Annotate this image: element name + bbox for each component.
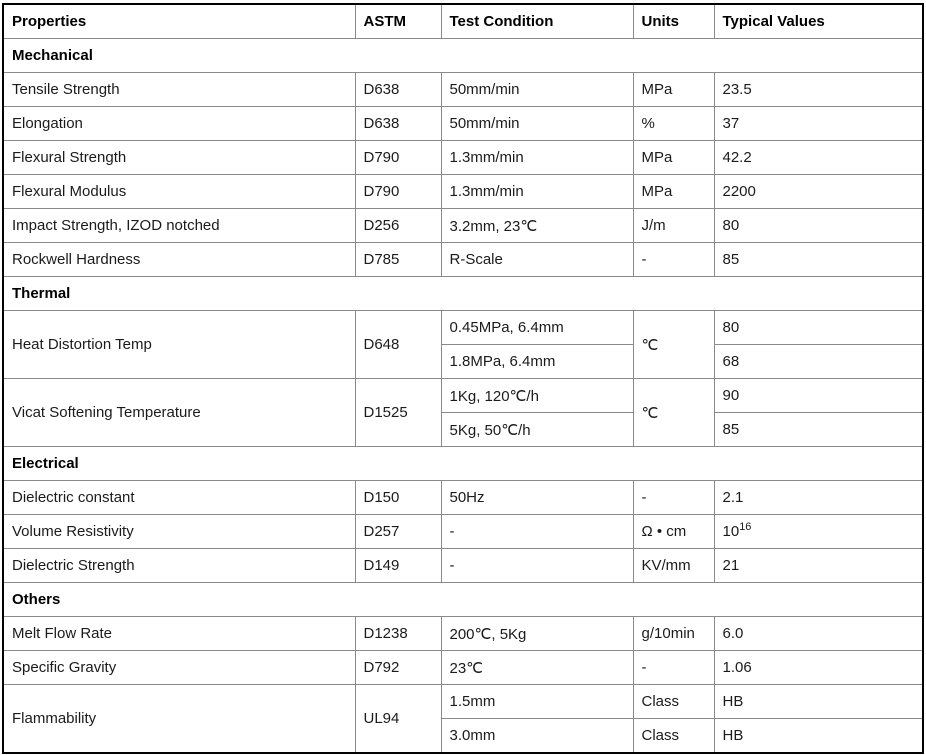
condition-cell: 50mm/min [441,107,633,141]
property-cell: Flexural Strength [3,141,355,175]
value-cell: 85 [714,243,923,277]
condition-cell: - [441,549,633,583]
value-cell: 37 [714,107,923,141]
condition-cell: 50Hz [441,481,633,515]
astm-cell: D638 [355,73,441,107]
condition-cell: 3.2mm, 23℃ [441,209,633,243]
value-cell: 90 [714,379,923,413]
table-row [3,243,923,277]
property-cell: Melt Flow Rate [3,617,355,651]
value-cell: 42.2 [714,141,923,175]
unit-cell: MPa [633,73,714,107]
astm-cell: D790 [355,141,441,175]
condition-cell: 1.8MPa, 6.4mm [441,345,633,379]
condition-cell: 23℃ [441,651,633,685]
astm-cell: D638 [355,107,441,141]
table-row [3,175,923,209]
unit-cell: MPa [633,175,714,209]
property-cell: Flammability [3,685,355,754]
property-cell: Elongation [3,107,355,141]
condition-cell: 50mm/min [441,73,633,107]
value-cell: 68 [714,345,923,379]
condition-cell: 5Kg, 50℃/h [441,413,633,447]
table-row [3,685,923,719]
table-row [3,481,923,515]
astm-cell: D150 [355,481,441,515]
section-title-thermal: Thermal [3,277,923,311]
astm-cell: D257 [355,515,441,549]
value-cell: 21 [714,549,923,583]
value-cell: 85 [714,413,923,447]
section-row [3,583,923,617]
value-cell: 6.0 [714,617,923,651]
table-row [3,311,923,345]
condition-cell: 1.3mm/min [441,175,633,209]
section-title-others: Others [3,583,923,617]
section-row [3,39,923,73]
condition-cell: 1.5mm [441,685,633,719]
property-cell: Dielectric Strength [3,549,355,583]
properties-table [2,3,924,754]
condition-cell: 200℃, 5Kg [441,617,633,651]
property-cell: Vicat Softening Temperature [3,379,355,447]
property-cell: Impact Strength, IZOD notched [3,209,355,243]
value-cell: 80 [714,209,923,243]
condition-cell: R-Scale [441,243,633,277]
astm-cell: D790 [355,175,441,209]
table-row [3,379,923,413]
table-row [3,107,923,141]
property-cell: Tensile Strength [3,73,355,107]
unit-cell: g/10min [633,617,714,651]
table-row [3,515,923,549]
unit-cell: - [633,243,714,277]
astm-cell: D792 [355,651,441,685]
column-header-astm: ASTM [355,4,441,39]
condition-cell: 1.3mm/min [441,141,633,175]
table-row [3,141,923,175]
property-cell: Heat Distortion Temp [3,311,355,379]
table-row [3,73,923,107]
unit-cell: - [633,651,714,685]
section-title-mechanical: Mechanical [3,39,923,73]
astm-cell: D1525 [355,379,441,447]
section-title-electrical: Electrical [3,447,923,481]
value-cell: 80 [714,311,923,345]
value-cell: 1.06 [714,651,923,685]
unit-cell: MPa [633,141,714,175]
condition-cell: 1Kg, 120℃/h [441,379,633,413]
value-cell: HB [714,685,923,719]
section-row [3,447,923,481]
unit-cell: J/m [633,209,714,243]
property-cell: Rockwell Hardness [3,243,355,277]
table-row [3,617,923,651]
unit-cell: % [633,107,714,141]
column-header-test-condition: Test Condition [441,4,633,39]
column-header-typical-values: Typical Values [714,4,923,39]
column-header-units: Units [633,4,714,39]
header-row [3,4,923,39]
astm-cell: D149 [355,549,441,583]
unit-cell: KV/mm [633,549,714,583]
section-row [3,277,923,311]
astm-cell: D256 [355,209,441,243]
value-cell: 23.5 [714,73,923,107]
value-cell: HB [714,719,923,754]
unit-cell: - [633,481,714,515]
value-cell: 2200 [714,175,923,209]
unit-cell: Ω • cm [633,515,714,549]
astm-cell: D785 [355,243,441,277]
value-base: 10 [722,523,740,540]
astm-cell: UL94 [355,685,441,754]
table-row [3,651,923,685]
table-row [3,209,923,243]
column-header-properties: Properties [3,4,355,39]
condition-cell: 0.45MPa, 6.4mm [441,311,633,345]
condition-cell: 3.0mm [441,719,633,754]
property-cell: Dielectric constant [3,481,355,515]
unit-cell: ℃ [633,311,714,379]
property-cell: Specific Gravity [3,651,355,685]
astm-cell: D648 [355,311,441,379]
unit-cell: ℃ [633,379,714,447]
unit-cell: Class [633,719,714,754]
property-cell: Flexural Modulus [3,175,355,209]
value-cell: 2.1 [714,481,923,515]
unit-cell: Class [633,685,714,719]
value-cell [714,515,923,549]
value-superscript: 16 [739,521,752,533]
condition-cell: - [441,515,633,549]
astm-cell: D1238 [355,617,441,651]
table-row [3,549,923,583]
property-cell: Volume Resistivity [3,515,355,549]
